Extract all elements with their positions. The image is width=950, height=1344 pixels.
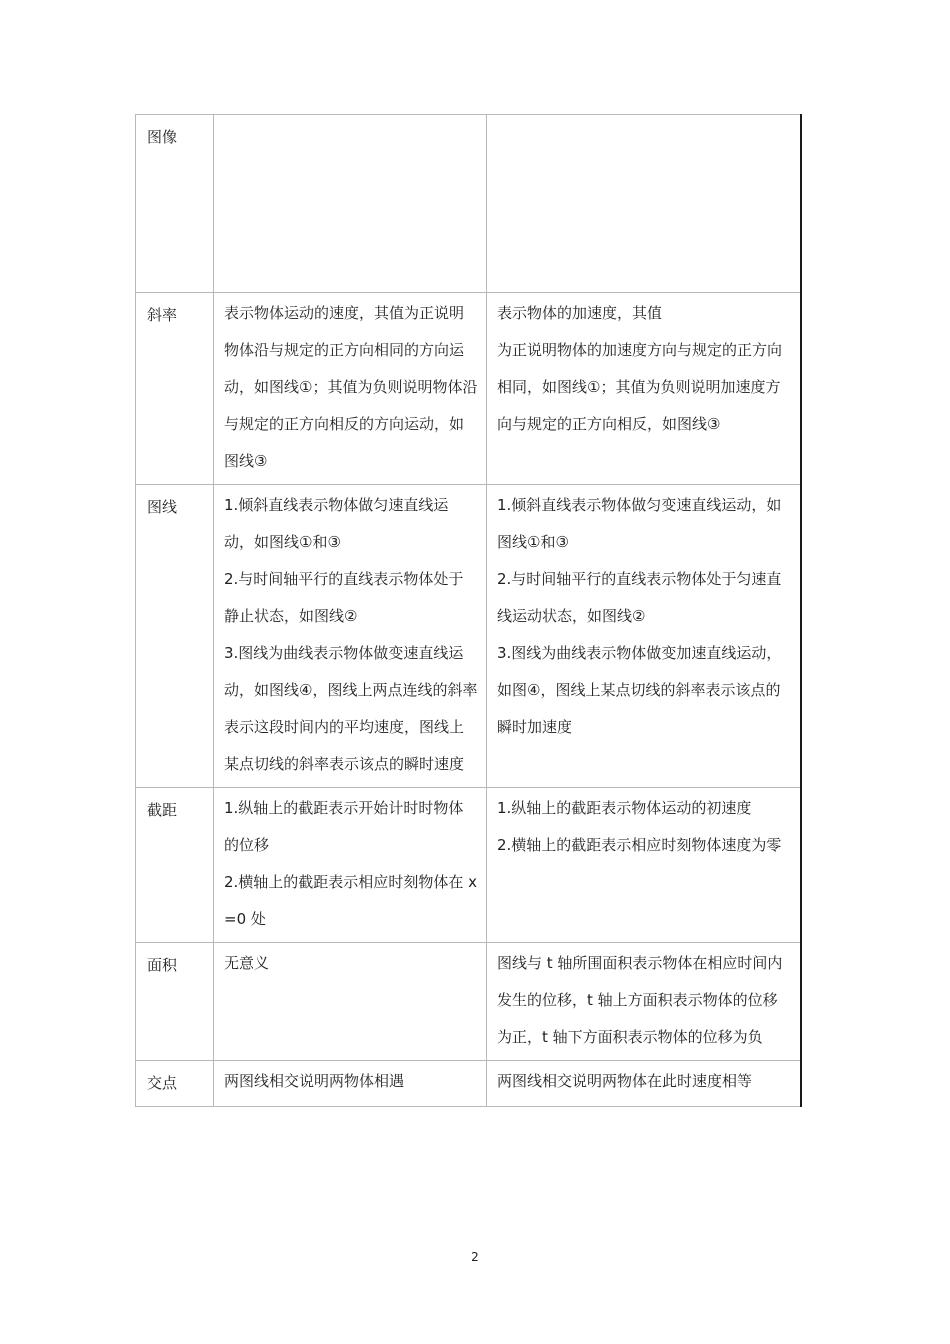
cell-text: 2.与时间轴平行的直线表示物体处于匀速直线运动状态，如图线② — [497, 570, 782, 625]
cell-col2 — [487, 788, 801, 943]
page-number: 2 — [471, 1250, 479, 1264]
cell-col1 — [214, 115, 487, 293]
cell-text: 为正说明物体的加速度方向与规定的正方向相同，如图线①；其值为负则说明加速度方向与规定的正方向相反，如图线③ — [497, 341, 783, 433]
cell-col2 — [487, 485, 801, 788]
cell-text: 2.与时间轴平行的直线表示物体处于静止状态，如图线② — [224, 570, 464, 625]
cell-text: 两图线相交说明两物体在此时速度相等 — [497, 1072, 753, 1090]
cell-text: 2.横轴上的截距表示相应时刻物体速度为零 — [497, 836, 782, 854]
cell-text: 1.纵轴上的截距表示物体运动的初速度 — [497, 799, 752, 817]
table-row — [136, 1061, 801, 1107]
cell-col2 — [487, 293, 801, 485]
cell-text: 3.图线为曲线表示物体做变速直线运动，如图线④，图线上两点连线的斜率表示这段时间内的平均速度，图线上某点切线的斜率表示该点的瞬时速度 — [224, 644, 478, 773]
cell-col1 — [214, 943, 487, 1061]
cell-text: 1.纵轴上的截距表示开始计时时物体的位移 — [224, 799, 464, 854]
row-label: 图线 — [136, 485, 214, 788]
cell-text: 1.倾斜直线表示物体做匀变速直线运动，如图线①和③ — [497, 496, 782, 551]
cell-col1 — [214, 293, 487, 485]
cell-col1 — [214, 788, 487, 943]
cell-col1 — [214, 485, 487, 788]
cell-text: 2.横轴上的截距表示相应时刻物体在 x=0 处 — [224, 873, 477, 928]
table-row — [136, 485, 801, 788]
comparison-table — [135, 114, 802, 1107]
row-label: 截距 — [136, 788, 214, 943]
cell-text: 表示物体的加速度，其值 — [497, 304, 663, 322]
cell-col1 — [214, 1061, 487, 1107]
table-row — [136, 293, 801, 485]
row-label: 面积 — [136, 943, 214, 1061]
cell-col2 — [487, 115, 801, 293]
cell-text: 图线与 t 轴所围面积表示物体在相应时间内发生的位移，t 轴上方面积表示物体的位移为正，t 轴下方面积表示物体的位移为负 — [497, 954, 783, 1046]
row-label: 交点 — [136, 1061, 214, 1107]
row-label: 斜率 — [136, 293, 214, 485]
cell-text: 两图线相交说明两物体相遇 — [224, 1072, 405, 1090]
cell-text: 表示物体运动的速度，其值为正说明物体沿与规定的正方向相同的方向运动，如图线①；其值为负则说明物体沿与规定的正方向相反的方向运动，如图线③ — [224, 304, 478, 470]
cell-text: 1.倾斜直线表示物体做匀速直线运动，如图线①和③ — [224, 496, 449, 551]
cell-text: 3.图线为曲线表示物体做变加速直线运动，如图④，图线上某点切线的斜率表示该点的瞬时加速度 — [497, 644, 782, 736]
table-row — [136, 115, 801, 293]
cell-text: 无意义 — [224, 954, 270, 972]
cell-col2 — [487, 943, 801, 1061]
table-row — [136, 788, 801, 943]
cell-col2 — [487, 1061, 801, 1107]
table-row — [136, 943, 801, 1061]
row-label: 图像 — [136, 115, 214, 293]
